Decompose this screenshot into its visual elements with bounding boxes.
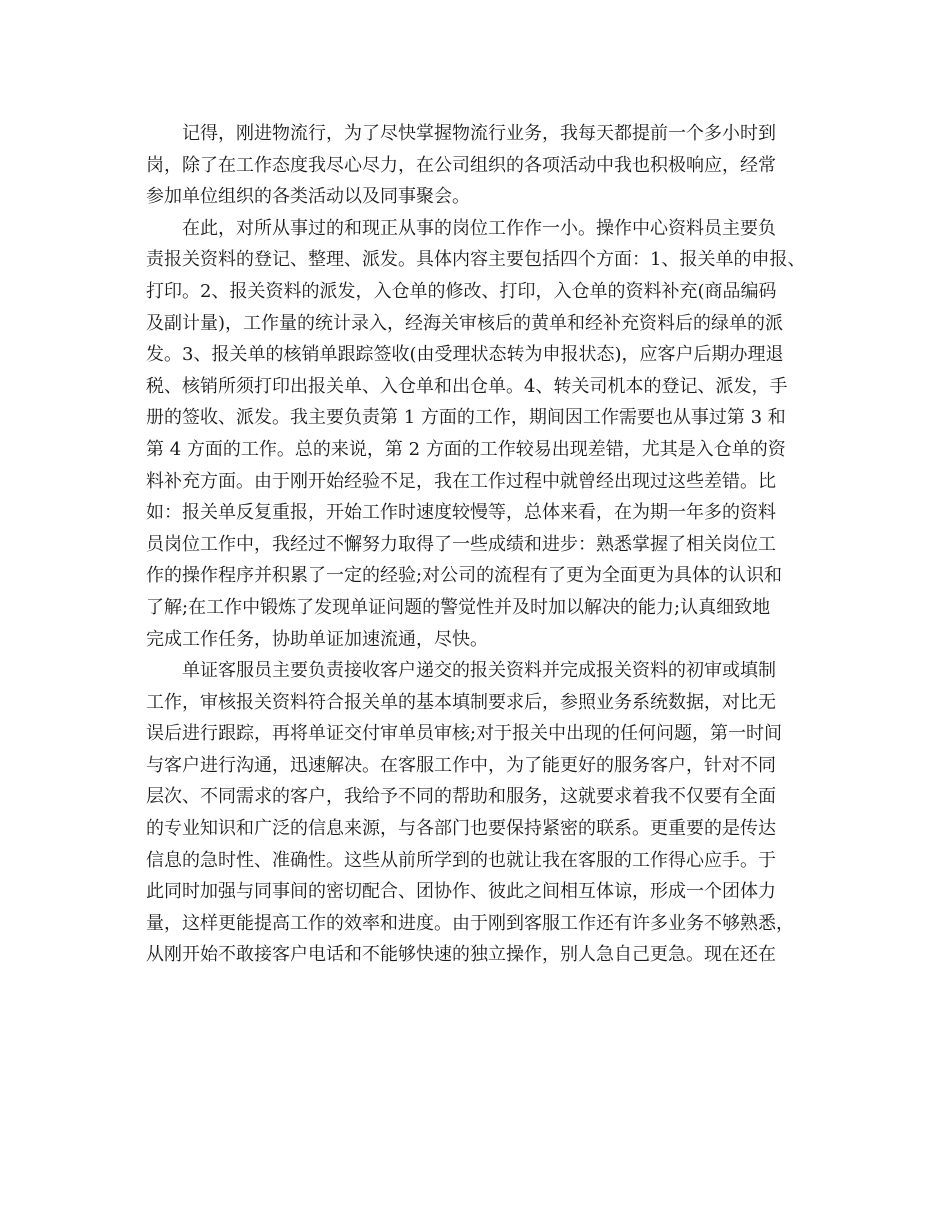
text-line: 打印。2、报关资料的派发，入仓单的修改、打印，入仓单的资料补充(商品编码 <box>146 280 777 302</box>
text-line: 的专业知识和广泛的信息来源，与各部门也要保持紧密的联系。更重要的是传达 <box>146 818 776 840</box>
paragraph-3 <box>146 655 826 971</box>
text-line: 此同时加强与同事间的密切配合、团协作、彼此之间相互体谅，形成一个团体力 <box>146 881 776 903</box>
text-line: 料补充方面。由于刚开始经验不足，我在工作过程中就曾经出现过这些差错。比 <box>146 470 776 492</box>
text-line: 税、核销所须打印出报关单、入仓单和出仓单。4、转关司机本的登记、派发，手 <box>146 375 788 397</box>
text-line: 单证客服员主要负责接收客户递交的报关资料并完成报关资料的初审或填制 <box>182 660 776 682</box>
text-line: 岗，除了在工作态度我尽心尽力，在公司组织的各项活动中我也积极响应，经常 <box>146 154 776 176</box>
text-line: 从刚开始不敢接客户电话和不能够快速的独立操作，别人急自己更急。现在还在 <box>146 944 776 966</box>
text-line: 册的签收、派发。我主要负责第 1 方面的工作，期间因工作需要也从事过第 3 和 <box>146 407 786 429</box>
text-line: 完成工作任务，协助单证加速流通，尽快。 <box>146 628 488 650</box>
text-line: 参加单位组织的各类活动以及同事聚会。 <box>146 186 470 208</box>
text-line: 责报关资料的登记、整理、派发。具体内容主要包括四个方面：1、报关单的申报、 <box>146 249 806 271</box>
text-line: 记得，刚进物流行，为了尽快掌握物流行业务，我每天都提前一个多小时到 <box>182 123 776 144</box>
paragraph-1 <box>146 118 826 213</box>
document-body <box>146 118 826 971</box>
text-line: 员岗位工作中，我经过不懈努力取得了一些成绩和进步：熟悉掌握了相关岗位工 <box>146 533 776 555</box>
text-line: 作的操作程序并积累了一定的经验;对公司的流程有了更为全面更为具体的认识和 <box>146 565 783 587</box>
text-line: 了解;在工作中锻炼了发现单证问题的警觉性并及时加以解决的能力;认真细致地 <box>146 596 771 618</box>
paragraph-2 <box>146 213 826 655</box>
text-line: 发。3、报关单的核销单跟踪签收(由受理状态转为申报状态)，应客户后期办理退 <box>146 344 784 366</box>
text-line: 误后进行跟踪，再将单证交付审单员审核;对于报关中出现的任何问题，第一时间 <box>146 723 783 745</box>
text-line: 与客户进行沟通，迅速解决。在客服工作中，为了能更好的服务客户，针对不同 <box>146 754 776 776</box>
text-line: 第 4 方面的工作。总的来说，第 2 方面的工作较易出现差错，尤其是入仓单的资 <box>146 438 786 460</box>
text-line: 信息的急时性、准确性。这些从前所学到的也就让我在客服的工作得心应手。于 <box>146 849 776 871</box>
text-line: 量，这样更能提高工作的效率和进度。由于刚到客服工作还有许多业务不够熟悉， <box>146 912 794 934</box>
text-line: 在此，对所从事过的和现正从事的岗位工作作一小。操作中心资料员主要负 <box>182 217 776 239</box>
text-line: 及副计量)，工作量的统计录入，经海关审核后的黄单和经补充资料后的绿单的派 <box>146 312 784 334</box>
text-line: 层次、不同需求的客户，我给予不同的帮助和服务，这就要求着我不仅要有全面 <box>146 786 776 808</box>
text-line: 工作，审核报关资料符合报关单的基本填制要求后，参照业务系统数据，对比无 <box>146 691 776 713</box>
text-line: 如：报关单反复重报，开始工作时速度较慢等，总体来看，在为期一年多的资料 <box>146 502 776 524</box>
